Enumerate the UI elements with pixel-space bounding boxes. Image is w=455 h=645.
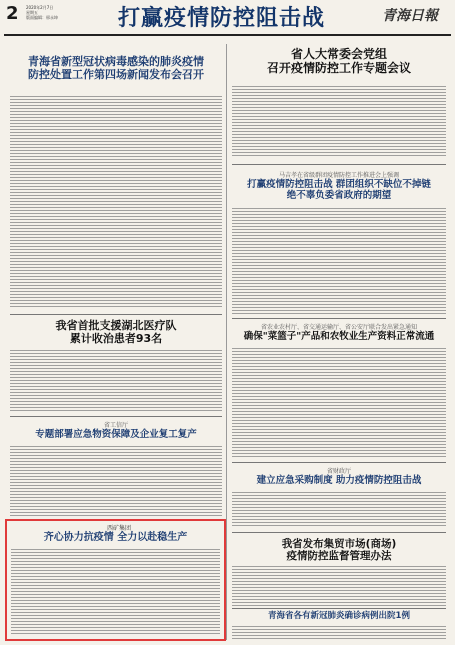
section-rule	[232, 608, 446, 609]
article-body-text	[232, 492, 446, 528]
headline-line: 召开疫情防控工作专题会议	[266, 60, 411, 75]
article-body-text	[232, 208, 446, 314]
date-line: 2020年2月7日	[26, 5, 54, 10]
article-kicker: 省财政厅	[326, 468, 351, 475]
section-rule	[10, 416, 222, 417]
article-body-text	[11, 549, 220, 635]
article-body-text	[232, 86, 446, 158]
article-body-text	[232, 348, 446, 458]
page-banner-title: 打赢疫情防控阻击战	[118, 6, 326, 31]
article-headline[interactable]: 青海省各有新冠肺炎确诊病例出院1例	[268, 611, 410, 621]
headline-line: 省人大常委会党组	[290, 47, 387, 61]
headline-line: 防控处置工作第四场新闻发布会召开	[28, 67, 204, 81]
headline-line: 打赢疫情防控阻击战 群团组织不缺位不掉链	[247, 179, 431, 190]
article-body-text	[10, 350, 222, 412]
article-headline[interactable]: 建立应急采购制度 助力疫情防控阻击战	[256, 475, 422, 486]
headline-line: 我省首批支援湖北医疗队	[55, 319, 177, 332]
article-body-text	[232, 566, 446, 606]
article-kicker: 西矿集团	[106, 525, 131, 532]
headline-line: 累计收治患者93名	[69, 331, 163, 345]
section-rule	[10, 314, 222, 315]
header-rule	[4, 34, 451, 36]
weekday-line: 星期五	[26, 10, 38, 15]
article-headline: 齐心协力抗疫情 全力以赴稳生产	[43, 532, 188, 543]
article-headline[interactable]: 确保"菜篮子"产品和农牧业生产资料正常流通	[243, 331, 435, 342]
section-rule	[232, 318, 446, 319]
section-rule	[232, 462, 446, 463]
article-headline[interactable]	[10, 320, 222, 345]
edition-meta	[26, 5, 96, 20]
article-kicker: 省农业农村厅、省交通运输厅、省公安厅联合发出紧急通知	[260, 324, 417, 331]
article-headline[interactable]: 专题部署应急物资保障及企业复工复产	[35, 429, 197, 440]
headline-line: 绝不辜负委省政府的期望	[286, 189, 392, 201]
headline-line: 我省发布集贸市场(商场)	[281, 538, 397, 550]
article-headline[interactable]	[232, 180, 446, 202]
highlighted-article-box[interactable]	[5, 519, 226, 641]
column-divider	[226, 44, 227, 640]
article-body-text	[10, 96, 222, 308]
article-kicker: 省工信厅	[103, 422, 128, 429]
article-headline[interactable]	[232, 48, 446, 76]
page-number: 2	[6, 3, 19, 24]
section-rule	[232, 532, 446, 533]
section-rule	[232, 164, 446, 165]
article-body-text	[10, 446, 222, 516]
headline-line: 疫情防控监督管理办法	[286, 550, 392, 563]
article-headline[interactable]	[10, 56, 222, 81]
article-kicker: 马吉孝在省级群团疫情防控工作推进会上强调	[278, 172, 399, 179]
article-body-text	[232, 626, 446, 640]
editor-line: 版面编辑：邢永坤	[26, 15, 58, 20]
headline-line: 青海省新型冠状病毒感染的肺炎疫情	[28, 55, 204, 68]
newspaper-logo: 青海日報	[382, 8, 438, 24]
article-headline[interactable]	[232, 538, 446, 562]
